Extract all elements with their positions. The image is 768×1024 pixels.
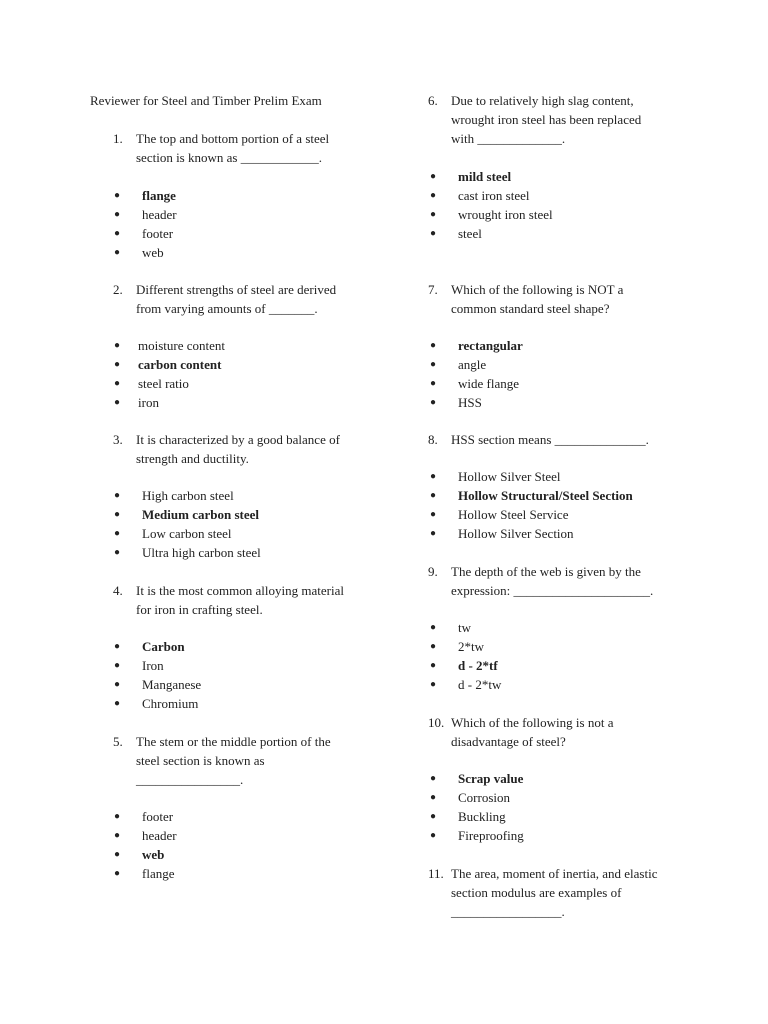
- answer-option: d - 2*tw: [458, 677, 502, 692]
- answer-option-correct: mild steel: [458, 169, 512, 184]
- answer-option-correct: d - 2*tf: [458, 658, 498, 673]
- bullet-icon: ●: [114, 340, 121, 351]
- answer-option: angle: [458, 357, 487, 372]
- question-number: 8.: [428, 432, 438, 447]
- answer-option-correct: Carbon: [142, 639, 185, 654]
- question-text-line: HSS section means ______________.: [451, 432, 649, 447]
- bullet-icon: ●: [114, 490, 121, 501]
- answer-option: Corrosion: [458, 790, 510, 805]
- question-text-line: for iron in crafting steel.: [136, 601, 263, 617]
- answer-option: HSS: [458, 395, 482, 410]
- answer-option: wide flange: [458, 376, 520, 391]
- bullet-icon: ●: [430, 509, 437, 520]
- question-text-line: ________________.: [136, 771, 244, 787]
- question-text-line: The area, moment of inertia, and elastic: [451, 866, 658, 881]
- question-text-line: common standard steel shape?: [451, 300, 610, 316]
- question-text-line: It is the most common alloying material: [136, 583, 344, 598]
- bullet-icon: ●: [430, 792, 437, 803]
- answer-option: header: [142, 207, 177, 222]
- bullet-icon: ●: [430, 679, 437, 690]
- answer-option: Manganese: [142, 677, 202, 692]
- answer-option-correct: carbon content: [138, 357, 222, 372]
- answer-option: flange: [142, 866, 175, 881]
- answer-option: Iron: [142, 658, 164, 673]
- bullet-icon: ●: [114, 528, 121, 539]
- answer-option-correct: flange: [142, 188, 176, 203]
- answer-option: Low carbon steel: [142, 526, 232, 541]
- question-number: 6.: [428, 93, 438, 108]
- bullet-icon: ●: [430, 528, 437, 539]
- bullet-icon: ●: [114, 378, 121, 389]
- answer-option: wrought iron steel: [458, 207, 553, 222]
- question-text-line: _________________.: [451, 903, 565, 919]
- bullet-icon: ●: [430, 397, 437, 408]
- bullet-icon: ●: [114, 811, 121, 822]
- answer-option: Hollow Steel Service: [458, 507, 569, 522]
- bullet-icon: ●: [430, 171, 437, 182]
- answer-option: Hollow Silver Steel: [458, 469, 561, 484]
- page-title: Reviewer for Steel and Timber Prelim Exam: [90, 93, 322, 108]
- question-text-line: The stem or the middle portion of the: [136, 734, 331, 749]
- bullet-icon: ●: [114, 849, 121, 860]
- bullet-icon: ●: [430, 811, 437, 822]
- question-number: 2.: [113, 282, 123, 297]
- question-text-line: wrought iron steel has been replaced: [451, 111, 642, 127]
- answer-option: iron: [138, 395, 159, 410]
- answer-option: moisture content: [138, 338, 226, 353]
- answer-option: web: [142, 245, 164, 260]
- bullet-icon: ●: [430, 471, 437, 482]
- question-text-line: expression: _____________________.: [451, 582, 654, 598]
- question-text-line: disadvantage of steel?: [451, 733, 566, 749]
- bullet-icon: ●: [114, 397, 121, 408]
- bullet-icon: ●: [114, 509, 121, 520]
- answer-option: Buckling: [458, 809, 506, 824]
- bullet-icon: ●: [114, 830, 121, 841]
- bullet-icon: ●: [114, 660, 121, 671]
- answer-option-correct: Medium carbon steel: [142, 507, 259, 522]
- question-text-line: steel section is known as: [136, 752, 265, 768]
- answer-option: cast iron steel: [458, 188, 530, 203]
- bullet-icon: ●: [430, 340, 437, 351]
- bullet-icon: ●: [114, 359, 121, 370]
- bullet-icon: ●: [430, 190, 437, 201]
- question-number: 3.: [113, 432, 123, 447]
- answer-option: Fireproofing: [458, 828, 524, 843]
- answer-option-correct: Hollow Structural/Steel Section: [458, 488, 633, 503]
- question-text-line: Which of the following is NOT a: [451, 282, 624, 297]
- bullet-icon: ●: [430, 773, 437, 784]
- bullet-icon: ●: [114, 228, 121, 239]
- question-number: 4.: [113, 583, 123, 598]
- answer-option-correct: rectangular: [458, 338, 523, 353]
- question-number: 5.: [113, 734, 123, 749]
- question-text-line: The depth of the web is given by the: [451, 564, 641, 579]
- bullet-icon: ●: [430, 378, 437, 389]
- answer-option-correct: Scrap value: [458, 771, 524, 786]
- answer-option: tw: [458, 620, 471, 635]
- question-text-line: Which of the following is not a: [451, 715, 614, 730]
- answer-option: Ultra high carbon steel: [142, 545, 261, 560]
- question-number: 10.: [428, 715, 445, 730]
- question-text-line: strength and ductility.: [136, 450, 249, 466]
- bullet-icon: ●: [114, 209, 121, 220]
- bullet-icon: ●: [114, 698, 121, 709]
- bullet-icon: ●: [430, 228, 437, 239]
- bullet-icon: ●: [114, 868, 121, 879]
- bullet-icon: ●: [430, 359, 437, 370]
- question-text-line: It is characterized by a good balance of: [136, 432, 340, 447]
- answer-option: steel: [458, 226, 482, 241]
- bullet-icon: ●: [114, 679, 121, 690]
- bullet-icon: ●: [430, 209, 437, 220]
- question-text-line: with _____________.: [451, 130, 566, 146]
- question-text-line: section modulus are examples of: [451, 884, 622, 900]
- answer-option: High carbon steel: [142, 488, 234, 503]
- answer-option-correct: web: [142, 847, 165, 862]
- bullet-icon: ●: [430, 830, 437, 841]
- answer-option: header: [142, 828, 177, 843]
- bullet-icon: ●: [430, 622, 437, 633]
- question-text-line: Due to relatively high slag content,: [451, 93, 634, 108]
- answer-option: 2*tw: [458, 639, 484, 654]
- answer-option: footer: [142, 809, 174, 824]
- answer-option: footer: [142, 226, 174, 241]
- answer-option: steel ratio: [138, 376, 189, 391]
- bullet-icon: ●: [114, 190, 121, 201]
- bullet-icon: ●: [114, 641, 121, 652]
- question-text-line: Different strengths of steel are derived: [136, 282, 337, 297]
- bullet-icon: ●: [114, 247, 121, 258]
- answer-option: Chromium: [142, 696, 199, 711]
- bullet-icon: ●: [430, 660, 437, 671]
- question-number: 7.: [428, 282, 438, 297]
- question-text-line: The top and bottom portion of a steel: [136, 131, 330, 146]
- question-number: 11.: [428, 866, 444, 881]
- bullet-icon: ●: [430, 641, 437, 652]
- answer-option: Hollow Silver Section: [458, 526, 574, 541]
- question-number: 1.: [113, 131, 123, 146]
- question-text-line: from varying amounts of _______.: [136, 300, 318, 316]
- bullet-icon: ●: [114, 547, 121, 558]
- bullet-icon: ●: [430, 490, 437, 501]
- question-number: 9.: [428, 564, 438, 579]
- question-text-line: section is known as ____________.: [136, 149, 322, 165]
